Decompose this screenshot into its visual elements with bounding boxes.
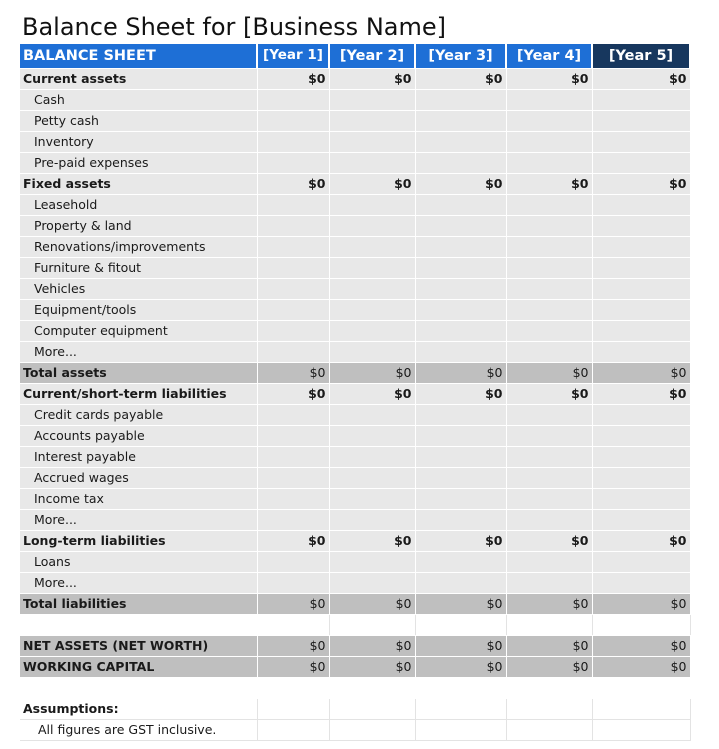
line-item-input[interactable] bbox=[506, 510, 592, 531]
total-value: $0 bbox=[506, 594, 592, 615]
spacer-cell bbox=[20, 615, 257, 636]
line-item-input[interactable] bbox=[506, 300, 592, 321]
line-item-input[interactable] bbox=[257, 132, 329, 153]
total-value: $0 bbox=[257, 636, 329, 657]
line-item-input[interactable] bbox=[329, 468, 415, 489]
total-value: $0 bbox=[415, 363, 506, 384]
line-item-input[interactable] bbox=[329, 321, 415, 342]
line-item-input[interactable] bbox=[329, 90, 415, 111]
line-item-input[interactable] bbox=[329, 111, 415, 132]
line-item-input[interactable] bbox=[592, 342, 690, 363]
section-label: Current assets bbox=[20, 69, 257, 90]
page-title: Balance Sheet for [Business Name] bbox=[22, 13, 446, 41]
line-item-row bbox=[20, 426, 690, 447]
line-item-input[interactable] bbox=[592, 552, 690, 573]
line-item-input[interactable] bbox=[257, 552, 329, 573]
line-item-input[interactable] bbox=[506, 552, 592, 573]
line-item-input[interactable] bbox=[415, 447, 506, 468]
line-item-input[interactable] bbox=[329, 405, 415, 426]
line-item-label[interactable]: More... bbox=[20, 573, 257, 594]
line-item-input[interactable] bbox=[506, 573, 592, 594]
line-item-input[interactable] bbox=[329, 552, 415, 573]
line-item-input[interactable] bbox=[257, 342, 329, 363]
total-label: NET ASSETS (NET WORTH) bbox=[20, 636, 257, 657]
total-value: $0 bbox=[506, 657, 592, 678]
line-item-input[interactable] bbox=[415, 300, 506, 321]
line-item-input[interactable] bbox=[257, 279, 329, 300]
section-value: $0 bbox=[506, 174, 592, 195]
line-item-input[interactable] bbox=[506, 195, 592, 216]
line-item-input[interactable] bbox=[257, 237, 329, 258]
line-item-input[interactable] bbox=[329, 153, 415, 174]
line-item-input[interactable] bbox=[592, 405, 690, 426]
line-item-input[interactable] bbox=[415, 153, 506, 174]
line-item-input[interactable] bbox=[506, 405, 592, 426]
line-item-row bbox=[20, 468, 690, 489]
line-item-input[interactable] bbox=[329, 258, 415, 279]
total-value: $0 bbox=[415, 657, 506, 678]
assumptions-label: Assumptions: bbox=[20, 699, 257, 720]
line-item-input[interactable] bbox=[329, 447, 415, 468]
line-item-label[interactable]: More... bbox=[20, 342, 257, 363]
line-item-input[interactable] bbox=[415, 342, 506, 363]
line-item-row bbox=[20, 195, 690, 216]
total-value: $0 bbox=[257, 657, 329, 678]
section-value: $0 bbox=[506, 384, 592, 405]
spacer-cell bbox=[592, 615, 690, 636]
line-item-input[interactable] bbox=[592, 111, 690, 132]
blank-cell bbox=[415, 678, 506, 699]
line-item-label[interactable]: Furniture & fitout bbox=[20, 258, 257, 279]
header-year-4 bbox=[506, 44, 592, 69]
line-item-input[interactable] bbox=[415, 426, 506, 447]
section-value: $0 bbox=[415, 384, 506, 405]
line-item-input[interactable] bbox=[415, 111, 506, 132]
section-value: $0 bbox=[329, 69, 415, 90]
line-item-label[interactable]: Accounts payable bbox=[20, 426, 257, 447]
line-item-input[interactable] bbox=[329, 342, 415, 363]
assumptions-cell bbox=[257, 720, 329, 741]
line-item-input[interactable] bbox=[329, 489, 415, 510]
section-value: $0 bbox=[415, 174, 506, 195]
section-value: $0 bbox=[329, 531, 415, 552]
spacer-cell bbox=[329, 615, 415, 636]
line-item-row bbox=[20, 153, 690, 174]
line-item-input[interactable] bbox=[415, 279, 506, 300]
balance-sheet-body bbox=[20, 44, 690, 741]
blank-cell bbox=[592, 678, 690, 699]
line-item-input[interactable] bbox=[415, 321, 506, 342]
line-item-input[interactable] bbox=[329, 426, 415, 447]
line-item-input[interactable] bbox=[329, 237, 415, 258]
line-item-input[interactable] bbox=[592, 510, 690, 531]
line-item-input[interactable] bbox=[257, 195, 329, 216]
line-item-input[interactable] bbox=[592, 195, 690, 216]
blank-cell bbox=[20, 678, 257, 699]
section-value: $0 bbox=[257, 174, 329, 195]
line-item-input[interactable] bbox=[257, 258, 329, 279]
line-item-input[interactable] bbox=[506, 153, 592, 174]
line-item-input[interactable] bbox=[415, 468, 506, 489]
line-item-input[interactable] bbox=[257, 447, 329, 468]
line-item-row bbox=[20, 405, 690, 426]
spacer-row bbox=[20, 615, 690, 636]
line-item-input[interactable] bbox=[506, 258, 592, 279]
total-label: Total liabilities bbox=[20, 594, 257, 615]
header-year-5 bbox=[592, 44, 690, 69]
total-value: $0 bbox=[329, 636, 415, 657]
line-item-row bbox=[20, 216, 690, 237]
line-item-row bbox=[20, 258, 690, 279]
line-item-row bbox=[20, 111, 690, 132]
line-item-label[interactable]: Income tax bbox=[20, 489, 257, 510]
line-item-input[interactable] bbox=[415, 237, 506, 258]
section-value: $0 bbox=[506, 69, 592, 90]
line-item-input[interactable] bbox=[329, 510, 415, 531]
line-item-input[interactable] bbox=[592, 237, 690, 258]
total-value: $0 bbox=[592, 594, 690, 615]
line-item-row bbox=[20, 132, 690, 153]
assumptions-cell bbox=[415, 699, 506, 720]
line-item-input[interactable] bbox=[257, 300, 329, 321]
line-item-label[interactable]: Equipment/tools bbox=[20, 300, 257, 321]
assumptions-cell bbox=[415, 720, 506, 741]
line-item-input[interactable] bbox=[592, 573, 690, 594]
line-item-row bbox=[20, 279, 690, 300]
total-value: $0 bbox=[415, 636, 506, 657]
line-item-input[interactable] bbox=[415, 132, 506, 153]
line-item-input[interactable] bbox=[506, 279, 592, 300]
section-value: $0 bbox=[257, 531, 329, 552]
total-value: $0 bbox=[592, 363, 690, 384]
section-value: $0 bbox=[329, 384, 415, 405]
line-item-row bbox=[20, 90, 690, 111]
line-item-label[interactable]: More... bbox=[20, 510, 257, 531]
line-item-input[interactable] bbox=[257, 111, 329, 132]
line-item-label[interactable]: Renovations/improvements bbox=[20, 237, 257, 258]
section-value: $0 bbox=[415, 531, 506, 552]
line-item-input[interactable] bbox=[257, 90, 329, 111]
blank-cell bbox=[257, 678, 329, 699]
section-label: Long-term liabilities bbox=[20, 531, 257, 552]
line-item-input[interactable] bbox=[506, 237, 592, 258]
line-item-input[interactable] bbox=[506, 447, 592, 468]
line-item-label[interactable]: Petty cash bbox=[20, 111, 257, 132]
balance-sheet-table bbox=[20, 44, 691, 741]
line-item-label[interactable]: Loans bbox=[20, 552, 257, 573]
total-value: $0 bbox=[257, 594, 329, 615]
line-item-row bbox=[20, 489, 690, 510]
section-value: $0 bbox=[592, 174, 690, 195]
total-value: $0 bbox=[506, 363, 592, 384]
section-row-long_term_liabilities bbox=[20, 531, 690, 552]
section-value: $0 bbox=[329, 174, 415, 195]
section-value: $0 bbox=[592, 531, 690, 552]
header-year-1 bbox=[257, 44, 329, 69]
line-item-label[interactable]: Computer equipment bbox=[20, 321, 257, 342]
line-item-input[interactable] bbox=[257, 426, 329, 447]
line-item-input[interactable] bbox=[506, 216, 592, 237]
line-item-input[interactable] bbox=[592, 153, 690, 174]
line-item-input[interactable] bbox=[415, 510, 506, 531]
header-year-label: [Year 1] bbox=[263, 46, 323, 63]
section-row-fixed_assets bbox=[20, 174, 690, 195]
line-item-input[interactable] bbox=[329, 573, 415, 594]
header-row bbox=[20, 44, 690, 69]
line-item-input[interactable] bbox=[415, 216, 506, 237]
line-item-input[interactable] bbox=[506, 132, 592, 153]
total-value: $0 bbox=[257, 363, 329, 384]
section-value: $0 bbox=[415, 69, 506, 90]
total-value: $0 bbox=[592, 636, 690, 657]
assumptions-row bbox=[20, 699, 690, 720]
line-item-input[interactable] bbox=[415, 258, 506, 279]
line-item-input[interactable] bbox=[329, 216, 415, 237]
assumptions-cell bbox=[592, 720, 690, 741]
line-item-input[interactable] bbox=[329, 195, 415, 216]
spacer-cell bbox=[415, 615, 506, 636]
line-item-input[interactable] bbox=[415, 90, 506, 111]
line-item-row bbox=[20, 300, 690, 321]
line-item-input[interactable] bbox=[506, 321, 592, 342]
line-item-input[interactable] bbox=[415, 195, 506, 216]
line-item-label[interactable]: Cash bbox=[20, 90, 257, 111]
line-item-row bbox=[20, 321, 690, 342]
total-label: Total assets bbox=[20, 363, 257, 384]
spacer-cell bbox=[506, 615, 592, 636]
section-label: Current/short-term liabilities bbox=[20, 384, 257, 405]
line-item-input[interactable] bbox=[592, 426, 690, 447]
total-row-total_liabilities bbox=[20, 594, 690, 615]
line-item-row bbox=[20, 342, 690, 363]
assumptions-cell bbox=[329, 699, 415, 720]
assumptions-note-row bbox=[20, 720, 690, 741]
section-value: $0 bbox=[592, 69, 690, 90]
line-item-input[interactable] bbox=[415, 573, 506, 594]
blank-row bbox=[20, 678, 690, 699]
section-value: $0 bbox=[506, 531, 592, 552]
blank-cell bbox=[329, 678, 415, 699]
line-item-input[interactable] bbox=[592, 447, 690, 468]
line-item-input[interactable] bbox=[257, 510, 329, 531]
total-value: $0 bbox=[415, 594, 506, 615]
line-item-label[interactable]: Vehicles bbox=[20, 279, 257, 300]
header-year-label: [Year 2] bbox=[339, 48, 405, 64]
header-year-label: [Year 3] bbox=[428, 48, 493, 64]
total-row-working_capital bbox=[20, 657, 690, 678]
line-item-row bbox=[20, 237, 690, 258]
line-item-input[interactable] bbox=[506, 111, 592, 132]
total-value: $0 bbox=[329, 363, 415, 384]
line-item-label[interactable]: Interest payable bbox=[20, 447, 257, 468]
assumptions-cell bbox=[506, 699, 592, 720]
assumptions-cell bbox=[592, 699, 690, 720]
line-item-row bbox=[20, 447, 690, 468]
header-year-label: [Year 4] bbox=[516, 48, 582, 64]
total-row-net_assets bbox=[20, 636, 690, 657]
header-year-3 bbox=[415, 44, 506, 69]
line-item-input[interactable] bbox=[506, 342, 592, 363]
line-item-input[interactable] bbox=[257, 321, 329, 342]
section-value: $0 bbox=[592, 384, 690, 405]
line-item-input[interactable] bbox=[257, 468, 329, 489]
total-value: $0 bbox=[506, 636, 592, 657]
header-year-2 bbox=[329, 44, 415, 69]
line-item-input[interactable] bbox=[592, 489, 690, 510]
line-item-label[interactable]: Inventory bbox=[20, 132, 257, 153]
blank-cell bbox=[506, 678, 592, 699]
line-item-input[interactable] bbox=[415, 552, 506, 573]
line-item-input[interactable] bbox=[506, 468, 592, 489]
line-item-input[interactable] bbox=[257, 216, 329, 237]
line-item-input[interactable] bbox=[257, 153, 329, 174]
section-label: Fixed assets bbox=[20, 174, 257, 195]
line-item-row bbox=[20, 510, 690, 531]
line-item-input[interactable] bbox=[415, 405, 506, 426]
line-item-input[interactable] bbox=[506, 489, 592, 510]
header-label: BALANCE SHEET bbox=[20, 44, 257, 69]
assumptions-cell bbox=[329, 720, 415, 741]
line-item-row bbox=[20, 573, 690, 594]
line-item-row bbox=[20, 552, 690, 573]
total-value: $0 bbox=[329, 594, 415, 615]
line-item-input[interactable] bbox=[257, 405, 329, 426]
line-item-input[interactable] bbox=[592, 258, 690, 279]
section-value: $0 bbox=[257, 384, 329, 405]
line-item-input[interactable] bbox=[592, 90, 690, 111]
line-item-input[interactable] bbox=[592, 321, 690, 342]
line-item-input[interactable] bbox=[506, 90, 592, 111]
total-value: $0 bbox=[329, 657, 415, 678]
line-item-input[interactable] bbox=[329, 132, 415, 153]
line-item-input[interactable] bbox=[592, 216, 690, 237]
assumptions-cell bbox=[506, 720, 592, 741]
line-item-input[interactable] bbox=[329, 279, 415, 300]
line-item-label[interactable]: Property & land bbox=[20, 216, 257, 237]
line-item-input[interactable] bbox=[329, 300, 415, 321]
line-item-input[interactable] bbox=[592, 468, 690, 489]
total-row-total_assets bbox=[20, 363, 690, 384]
line-item-input[interactable] bbox=[592, 300, 690, 321]
header-year-label: [Year 5] bbox=[608, 48, 674, 64]
section-row-current_liabilities bbox=[20, 384, 690, 405]
line-item-label[interactable]: Credit cards payable bbox=[20, 405, 257, 426]
line-item-input[interactable] bbox=[592, 132, 690, 153]
assumptions-cell bbox=[257, 699, 329, 720]
line-item-input[interactable] bbox=[415, 489, 506, 510]
line-item-input[interactable] bbox=[257, 489, 329, 510]
line-item-label[interactable]: Leasehold bbox=[20, 195, 257, 216]
line-item-input[interactable] bbox=[592, 279, 690, 300]
line-item-input[interactable] bbox=[257, 573, 329, 594]
section-value: $0 bbox=[257, 69, 329, 90]
assumptions-note[interactable]: All figures are GST inclusive. bbox=[20, 720, 257, 741]
line-item-label[interactable]: Pre-paid expenses bbox=[20, 153, 257, 174]
total-value: $0 bbox=[592, 657, 690, 678]
line-item-label[interactable]: Accrued wages bbox=[20, 468, 257, 489]
line-item-input[interactable] bbox=[506, 426, 592, 447]
section-row-current_assets bbox=[20, 69, 690, 90]
spacer-cell bbox=[257, 615, 329, 636]
total-label: WORKING CAPITAL bbox=[20, 657, 257, 678]
